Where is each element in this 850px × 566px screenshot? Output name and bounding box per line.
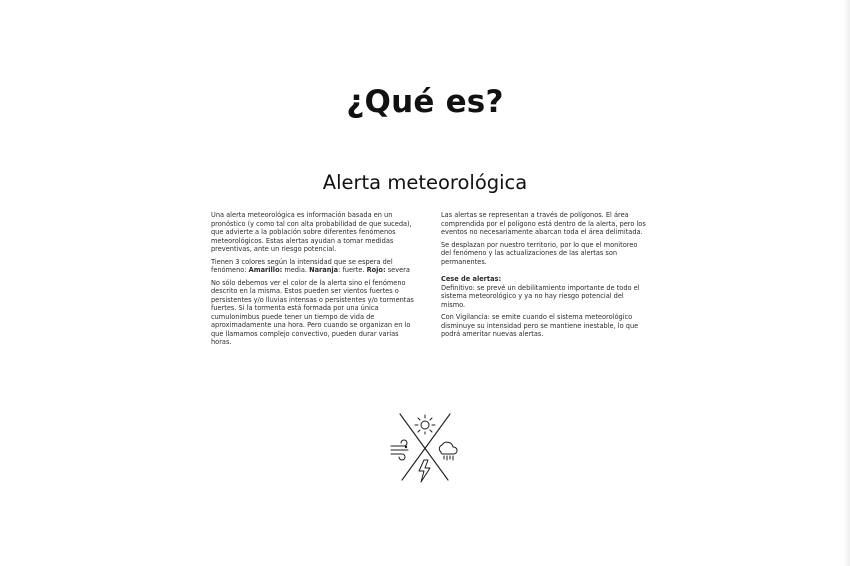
page-title: ¿Qué es? xyxy=(346,84,504,120)
right-text-column xyxy=(441,211,646,343)
section-subtitle: Alerta meteorológica xyxy=(322,171,528,194)
naranja-value: : fuerte. xyxy=(338,266,367,274)
page-edge-shadow xyxy=(844,0,850,566)
sun-icon xyxy=(415,415,435,434)
monitoring-paragraph: Se desplazan por nuestro territorio, por lo que el monitoreo del fenómeno y las actualizaciones de las alertas son permanentes. xyxy=(441,240,638,266)
colors-intro-text: Tienen 3 colores según la intensidad que se espera del fenómeno: xyxy=(211,257,393,274)
amarillo-label: Amarillo: xyxy=(248,266,283,274)
rojo-label: Rojo: xyxy=(366,266,386,274)
vigilancia-paragraph: Con Vigilancia: se emite cuando el sistema meteorológico disminuye su intensidad pero se mantiene inestable, lo que podrá ameritar nuevas alertas. xyxy=(441,313,639,338)
lightning-icon xyxy=(419,460,430,482)
wind-icon xyxy=(391,440,408,460)
rain-cloud-icon xyxy=(439,442,457,460)
weather-icon-emblem xyxy=(388,410,462,486)
rojo-value: severa xyxy=(385,266,410,274)
polygons-paragraph: Las alertas se representan a través de polígonos. El área comprendida por el polígono está dentro de la alerta, pero los eventos no necesariamente abarcan toda el área delimitada. xyxy=(441,211,646,236)
weather-emblem-svg xyxy=(388,410,462,486)
intro-paragraph: Una alerta meteorológica es información basada en un pronóstico (y como tal con alta probabilidad de que suceda), que advierte a la población sobre diferentes fenómenos meteorológicos. Estas alertas ayudan a tomar medidas preventivas, ante un riesgo potencial. xyxy=(211,211,412,253)
cese-heading: Cese de alertas: xyxy=(441,275,502,283)
definitivo-text: Definitivo: se prevé un debilitamiento importante de todo el sistema meteorológico y ya no hay riesgo potencial del mismo. xyxy=(441,283,640,309)
colors-paragraph xyxy=(211,258,415,275)
phenomenon-paragraph: No sólo debemos ver el color de la alerta sino el fenómeno descrito en la misma. Estos pueden ser vientos fuertes o persistentes y/o lluvias intensas o persistentes y/o tormentas fuertes. Si la tormenta está formada por una única cumulonimbus puede tener un tiempo de vida de aproximadamente una hora. Pero cuando se organizan en lo que llamamos complejo convectivo, pueden durar varias horas. xyxy=(211,278,414,346)
naranja-label: Naranja xyxy=(309,266,339,274)
left-text-column xyxy=(211,211,415,351)
amarillo-value: media. xyxy=(282,266,310,274)
cese-section xyxy=(441,275,646,309)
